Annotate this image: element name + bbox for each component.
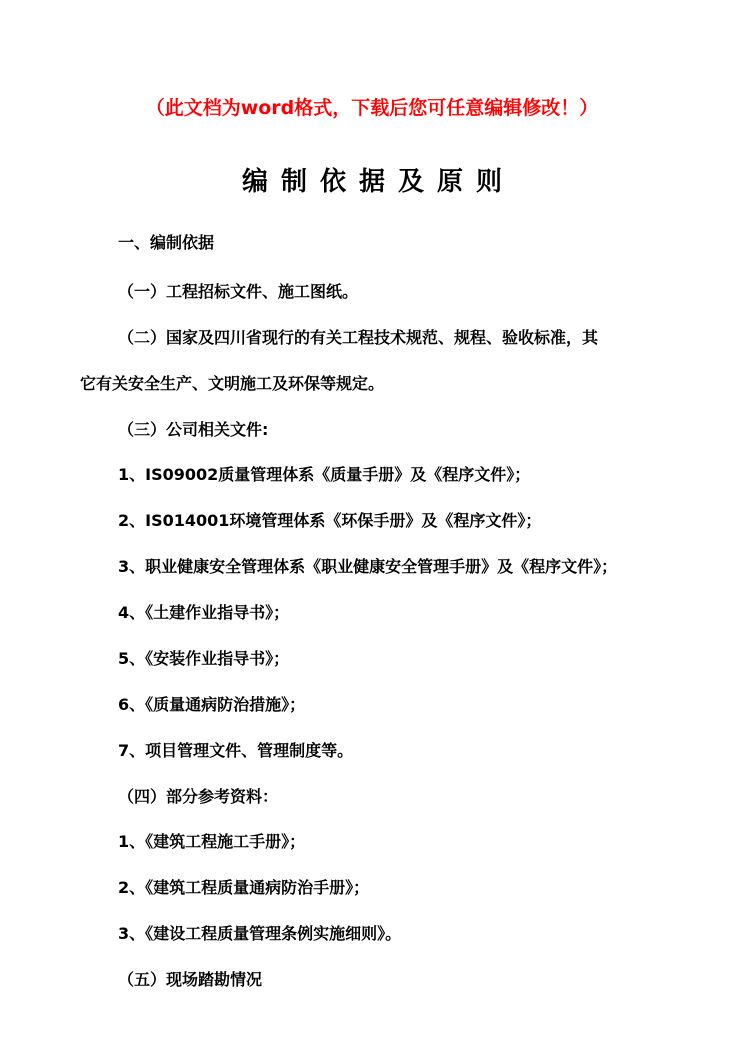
format-notice: （此文档为word格式，下载后您可任意编辑修改！） <box>145 97 599 119</box>
section-heading: 一、编制依据 <box>118 233 215 252</box>
list-item: 6、《质量通病防治措施》； <box>118 695 306 714</box>
list-item: 1、IS09002质量管理体系《质量手册》及《程序文件》； <box>118 465 531 484</box>
paragraph: （二）国家及四川省现行的有关工程技术规范、规程、验收标准，其 <box>118 328 599 347</box>
list-item: 4、《土建作业指导书》； <box>118 603 290 622</box>
list-item: 2、IS014001环境管理体系《环保手册》及《程序文件》； <box>118 511 542 530</box>
list-item: 5、《安装作业指导书》； <box>118 649 290 668</box>
list-item: 3、《建设工程质量管理条例实施细则》。 <box>118 924 402 943</box>
paragraph: （一）工程招标文件、施工图纸。 <box>118 282 359 301</box>
list-item: 3、职业健康安全管理体系《职业健康安全管理手册》及《程序文件》； <box>118 557 618 576</box>
paragraph: （五）现场踏勘情况 <box>118 970 263 989</box>
list-item: 2、《建筑工程质量通病防治手册》； <box>118 878 370 897</box>
paragraph: （三）公司相关文件: <box>118 420 269 439</box>
list-item: 1、《建筑工程施工手册》； <box>118 832 306 851</box>
paragraph: （四）部分参考资料： <box>118 787 279 806</box>
paragraph-continuation: 它有关安全生产、文明施工及环保等规定。 <box>80 374 385 393</box>
page-title: 编制依据及原则 <box>241 167 515 197</box>
list-item: 7、项目管理文件、管理制度等。 <box>118 741 354 760</box>
